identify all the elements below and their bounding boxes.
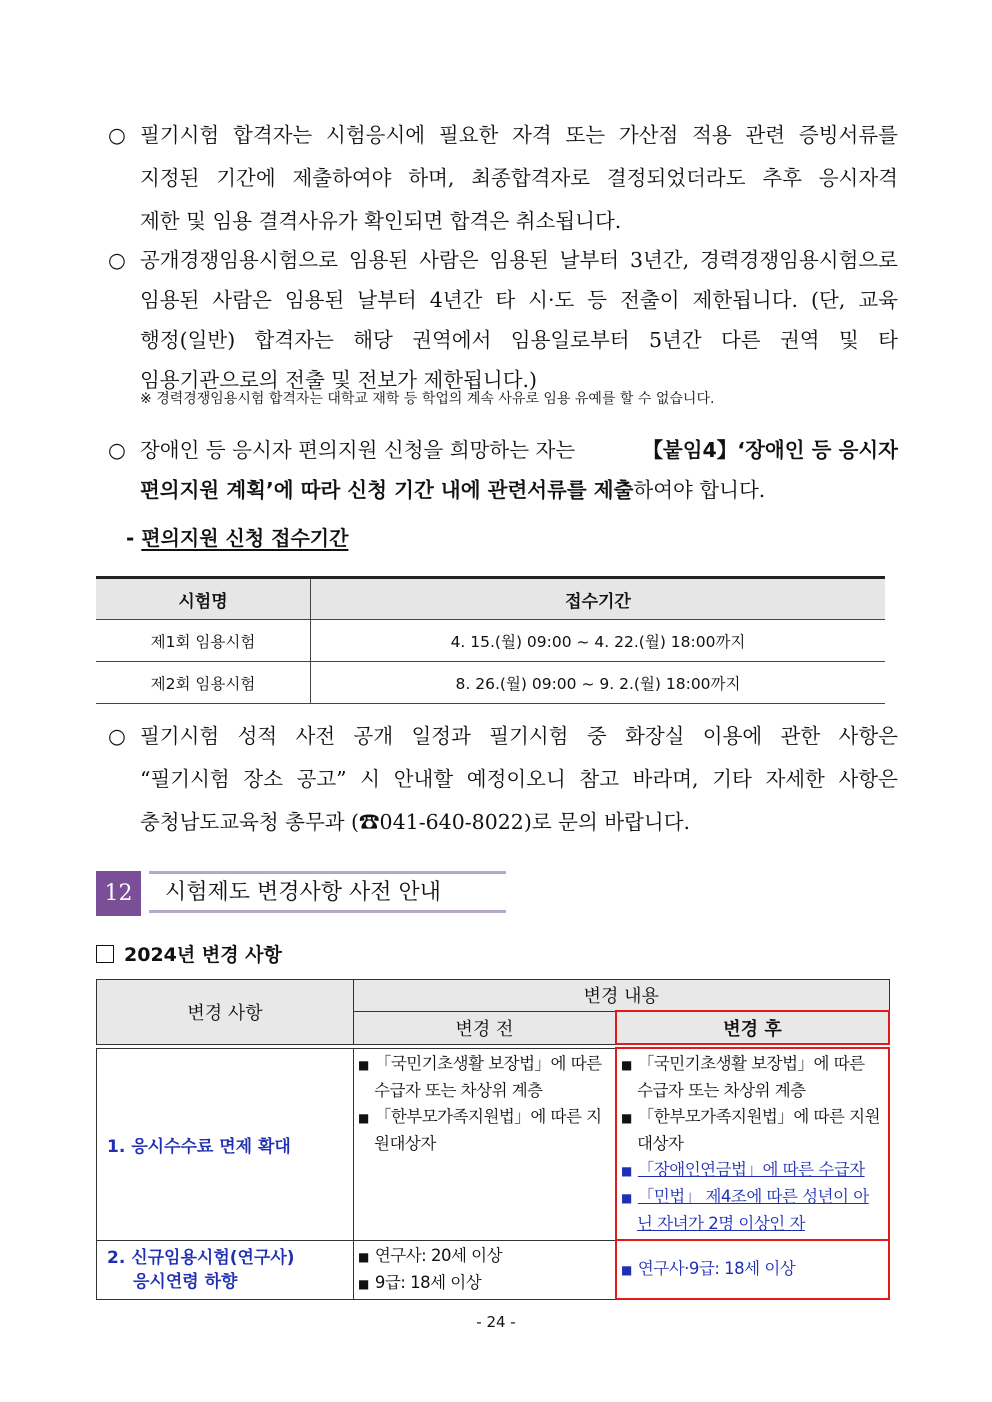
bullet-circle: ○ [108,438,126,462]
table-header-row [97,980,890,1012]
text-line: 지정된 기간에 제출하여야 하며, 최종합격자로 결정되었더라도 추후 응시자격 [140,166,898,190]
text-line: 행정(일반) 합격자는 해당 권역에서 임용일로부터 5년간 다른 권역 및 타 [140,328,898,352]
list-item: ■ 「한부모가족지원법」에 따른 지원대상자 [621,1107,881,1153]
text-plain: 하여야 합니다. [633,478,766,502]
table-row [96,620,885,662]
header-change-content: 변경 내용 [354,980,890,1012]
square-bullet-icon: ■ [621,1164,632,1178]
header-period: 접수기간 [311,578,886,620]
cell-after [616,1048,889,1240]
sub-heading [126,522,348,551]
bullet-circle: ○ [108,724,126,748]
text-line: 제한 및 임용 결격사유가 확인되면 합격은 취소됩니다. [140,209,622,233]
square-bullet-icon: ■ [621,1263,632,1277]
list-item: ■ 9급: 18세 이상 [358,1272,482,1292]
square-bullet-icon: ■ [358,1276,369,1291]
list-item-new: ■ 「장애인연금법」에 따른 수급자 [621,1160,865,1179]
table-header-row [96,578,885,620]
text-line: 필기시험 성적 사전 공개 일정과 필기시험 중 화장실 이용에 관한 사항은 [140,724,898,748]
list-item: ■ 「국민기초생활 보장법」에 따른 수급자 또는 차상위 계층 [358,1053,602,1100]
list-item: ■ 「한부모가족지원법」에 따른 지원대상자 [358,1106,602,1153]
list-item-new: ■ 「민법」 제4조에 따른 성년이 아닌 자녀가 2명 이상인 자 [621,1187,869,1233]
section-number: 12 [96,871,141,916]
checkbox-square-icon [96,945,114,963]
list-item: ■ 「국민기초생활 보장법」에 따른 수급자 또는 차상위 계층 [621,1054,865,1100]
square-bullet-icon: ■ [358,1110,369,1125]
list-item: ■ 연구사: 20세 이상 [358,1245,503,1265]
bullet-circle: ○ [108,248,126,272]
cell-period: 8. 26.(월) 09:00 ~ 9. 2.(월) 18:00까지 [311,662,886,704]
square-bullet-icon: ■ [358,1057,369,1072]
item-line: 2. 신규임용시험(연구사) [107,1247,295,1268]
note-symbol: ※ [140,391,152,407]
cell-before [354,1240,617,1299]
page-number: - 24 - [476,1313,516,1331]
header-change-item: 변경 사항 [97,980,354,1045]
header-after: 변경 후 [616,1011,889,1044]
table-row [96,662,885,704]
changes-heading-text: 2024년 변경 사항 [124,944,282,966]
cell-before [354,1048,617,1240]
cell-exam-name: 제1회 임용시험 [96,620,311,662]
cell-item: 1. 응시수수료 면제 확대 [97,1048,354,1240]
changes-table [96,979,890,1300]
changes-heading [96,940,282,967]
note-text: 경력경쟁임용시험 합격자는 대학교 재학 등 학업의 계속 사유로 임용 유예를 할 수 없습니다. [156,391,715,407]
table-row [97,1048,890,1240]
schedule-table [96,576,885,704]
text-line: “필기시험 장소 공고” 시 안내할 예정이오니 참고 바라며, 기타 자세한 사항은 [140,767,898,791]
header-before: 변경 전 [354,1011,617,1044]
text-bold: 【붙임4】‘장애인 등 응시자 [642,438,898,462]
item-line: 응시연령 하향 [133,1271,238,1292]
text-line: 필기시험 합격자는 시험응시에 필요한 자격 또는 가산점 적용 관련 증빙서류를 [140,123,898,147]
text-line: 임용된 사람은 임용된 날부터 4년간 타 시·도 등 전출이 제한됩니다. (단, 교육 [140,288,898,312]
header-exam-name: 시험명 [96,578,311,620]
dash: - [126,526,135,550]
section-title: 시험제도 변경사항 사전 안내 [149,871,506,913]
note-deferral [140,388,714,408]
cell-period: 4. 15.(월) 09:00 ~ 4. 22.(월) 18:00까지 [311,620,886,662]
text-line [140,470,765,510]
cell-after [616,1240,889,1299]
text-line: 임용기관으로의 전출 및 전보가 제한됩니다.) [140,368,538,392]
text-line [140,430,898,470]
cell-item [97,1240,354,1299]
text-line: 공개경쟁임용시험으로 임용된 사람은 임용된 날부터 3년간, 경력경쟁임용시험으로 [140,248,898,272]
table-row [97,1240,890,1299]
square-bullet-icon: ■ [621,1191,632,1205]
text-plain: 장애인 등 응시자 편의지원 신청을 희망하는 자는 [140,438,576,462]
square-bullet-icon: ■ [621,1058,632,1072]
sub-heading-text: 편의지원 신청 접수기간 [141,526,349,550]
cell-exam-name: 제2회 임용시험 [96,662,311,704]
bullet-circle: ○ [108,123,126,147]
square-bullet-icon: ■ [621,1111,632,1125]
square-bullet-icon: ■ [358,1249,369,1264]
list-item-new: ■ 연구사·9급: 18세 이상 [621,1259,796,1278]
text-line: 충청남도교육청 총무과 (☎041-640-8022)로 문의 바랍니다. [140,810,691,834]
text-bold: 편의지원 계획’에 따라 신청 기간 내에 관련서류를 제출 [140,478,634,502]
